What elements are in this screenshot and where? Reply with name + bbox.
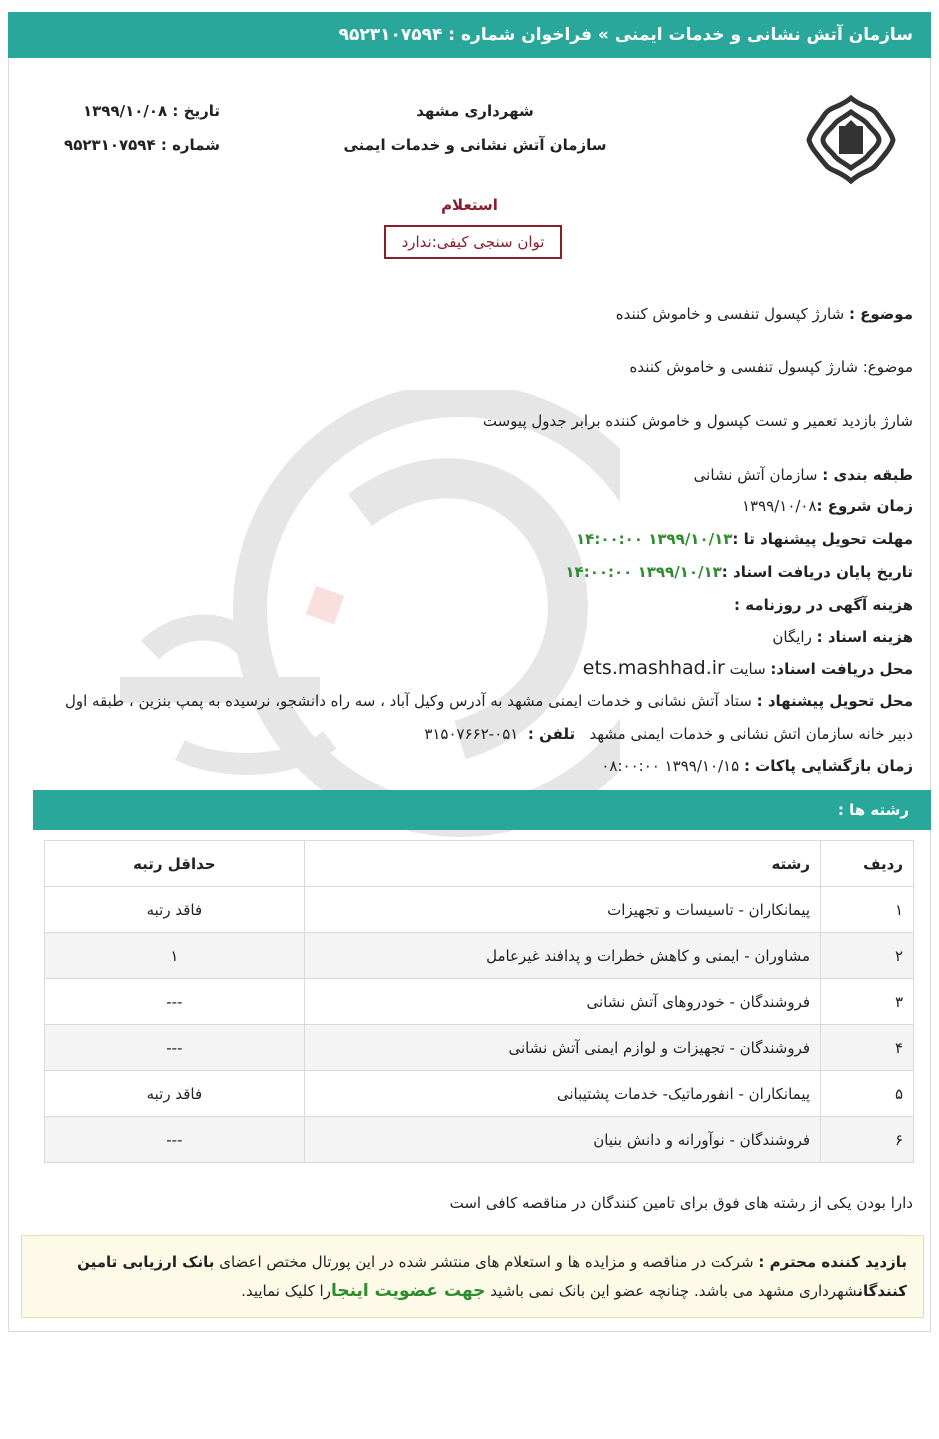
notice-text-2: شهرداری مشهد می باشد. چنانچه عضو این بانک نمی باشید xyxy=(485,1282,858,1300)
org-line-1: شهرداری مشهد xyxy=(416,102,534,120)
table-row xyxy=(45,1071,914,1117)
opening-value: ۱۳۹۹/۱۰/۱۵ ۰۸:۰۰:۰۰ xyxy=(601,757,744,775)
row-index: ۲ xyxy=(821,933,914,979)
membership-notice xyxy=(21,1235,924,1318)
table-row xyxy=(45,1025,914,1071)
date-value: ۱۳۹۹/۱۰/۰۸ xyxy=(82,102,168,120)
header-index: ردیف xyxy=(821,841,914,887)
ad-cost-label: هزینه آگهی در روزنامه : xyxy=(734,596,913,614)
row-index: ۱ xyxy=(821,887,914,933)
row-rank: --- xyxy=(45,1117,305,1163)
table-row xyxy=(45,887,914,933)
quality-assessment-box: توان سنجی کیفی:ندارد xyxy=(384,225,562,259)
doc-end-line xyxy=(565,563,913,581)
row-index: ۵ xyxy=(821,1071,914,1117)
row-rank: فاقد رتبه xyxy=(45,1071,305,1117)
delivery-line-2 xyxy=(424,725,913,743)
header-field: رشته xyxy=(304,841,820,887)
row-field: پیمانکاران - انفورماتیک- خدمات پشتیبانی xyxy=(304,1071,820,1117)
delivery-label: محل تحویل پیشنهاد : xyxy=(756,692,913,710)
number-value: ۹۵۲۳۱۰۷۵۹۴ xyxy=(64,136,156,154)
row-rank: ۱ xyxy=(45,933,305,979)
row-field: پیمانکاران - تاسیسات و تجهیزات xyxy=(304,887,820,933)
row-field: فروشندگان - نوآورانه و دانش بنیان xyxy=(304,1117,820,1163)
row-field: مشاوران - ایمنی و کاهش خطرات و پدافند غیرعامل xyxy=(304,933,820,979)
subject-value: شارژ کپسول تنفسی و خاموش کننده xyxy=(615,305,849,323)
notice-text-1: شرکت در مناقصه و مزایده ها و استعلام های منتشر شده در این پورتال مختص اعضای xyxy=(214,1253,759,1271)
category-value: سازمان آتش نشانی xyxy=(693,466,823,484)
header-rank: حداقل رتبه xyxy=(45,841,305,887)
opening-label: زمان بازگشایی پاکات : xyxy=(743,757,913,775)
doc-end-value: ۱۳۹۹/۱۰/۱۳ ۱۴:۰۰:۰۰ xyxy=(565,563,722,581)
subject-line xyxy=(616,305,913,323)
inquiry-title: استعلام xyxy=(441,196,498,214)
announcement-title: سازمان آتش نشانی و خدمات ایمنی » فراخوان شماره : ۹۵۲۳۱۰۷۵۹۴ xyxy=(338,25,913,45)
delivery-value-2: دبیر خانه سازمان اتش نشانی و خدمات ایمنی مشهد xyxy=(589,725,913,743)
fields-title: رشته ها : xyxy=(837,801,909,819)
deadline-line xyxy=(576,530,913,548)
doc-end-label: تاریخ پایان دریافت اسناد : xyxy=(721,563,913,581)
row-field: فروشندگان - تجهیزات و لوازم ایمنی آتش نشانی xyxy=(304,1025,820,1071)
opening-line xyxy=(601,757,913,775)
fields-table xyxy=(44,840,914,1163)
row-index: ۶ xyxy=(821,1117,914,1163)
fields-note: دارا بودن یکی از رشته های فوق برای تامین کنندگان در مناقصه کافی است xyxy=(449,1194,913,1212)
number-label: شماره : xyxy=(160,136,220,154)
table-header-row xyxy=(45,841,914,887)
membership-link[interactable]: جهت عضویت اینجا xyxy=(330,1281,486,1301)
notice-lead: بازدید کننده محترم : xyxy=(758,1253,907,1271)
doc-place-line xyxy=(583,657,913,679)
delivery-line xyxy=(65,692,913,710)
doc-place-label: محل دریافت اسناد: xyxy=(770,660,913,678)
row-field: فروشندگان - خودروهای آتش نشانی xyxy=(304,979,820,1025)
phone-value: ۰۵۱-۳۱۵۰۷۶۶۲ xyxy=(424,725,519,743)
org-line-2: سازمان آتش نشانی و خدمات ایمنی xyxy=(343,136,607,154)
row-index: ۴ xyxy=(821,1025,914,1071)
delivery-value: ستاد آتش نشانی و خدمات ایمنی مشهد به آدرس وکیل آباد ، سه راه دانشجو، نرسیده به پمپ بنزین ، طبقه اول xyxy=(64,692,757,710)
category-line xyxy=(694,466,913,484)
subject-line-2: موضوع: شارژ کپسول تنفسی و خاموش کننده xyxy=(629,358,913,376)
ad-cost-line xyxy=(734,596,913,614)
municipality-logo xyxy=(801,92,901,187)
table-row xyxy=(45,933,914,979)
table-row xyxy=(45,979,914,1025)
row-rank: فاقد رتبه xyxy=(45,887,305,933)
deadline-label: مهلت تحویل پیشنهاد تا : xyxy=(732,530,913,548)
category-label: طبقه بندی : xyxy=(822,466,913,484)
organization-block xyxy=(340,94,610,162)
table-row xyxy=(45,1117,914,1163)
subject-label: موضوع : xyxy=(848,305,913,323)
row-rank: --- xyxy=(45,979,305,1025)
doc-cost-label: هزینه اسناد : xyxy=(816,628,913,646)
row-rank: --- xyxy=(45,1025,305,1071)
start-label: زمان شروع : xyxy=(816,497,913,515)
phone-label: تلفن : xyxy=(527,725,576,743)
description-line: شارژ بازدید تعمیر و تست کپسول و خاموش کننده برابر جدول پیوست xyxy=(482,412,913,430)
doc-cost-value: رایگان xyxy=(772,628,817,646)
doc-place-site-link[interactable]: ets.mashhad.ir xyxy=(582,657,725,679)
fields-section-header xyxy=(33,790,931,830)
date-label: تاریخ : xyxy=(172,102,220,120)
start-value: ۱۳۹۹/۱۰/۰۸ xyxy=(741,497,817,515)
notice-bank: بانک ارزیابی تامین کنندگان xyxy=(77,1253,907,1300)
notice-text-3: را کلیک نمایید. xyxy=(241,1282,331,1300)
doc-place-value: سایت xyxy=(724,660,771,678)
page-header-bar xyxy=(8,12,931,58)
date-number-block xyxy=(40,94,220,162)
row-index: ۳ xyxy=(821,979,914,1025)
deadline-value: ۱۳۹۹/۱۰/۱۳ ۱۴:۰۰:۰۰ xyxy=(576,530,733,548)
start-line xyxy=(742,497,913,515)
doc-cost-line xyxy=(772,628,913,646)
